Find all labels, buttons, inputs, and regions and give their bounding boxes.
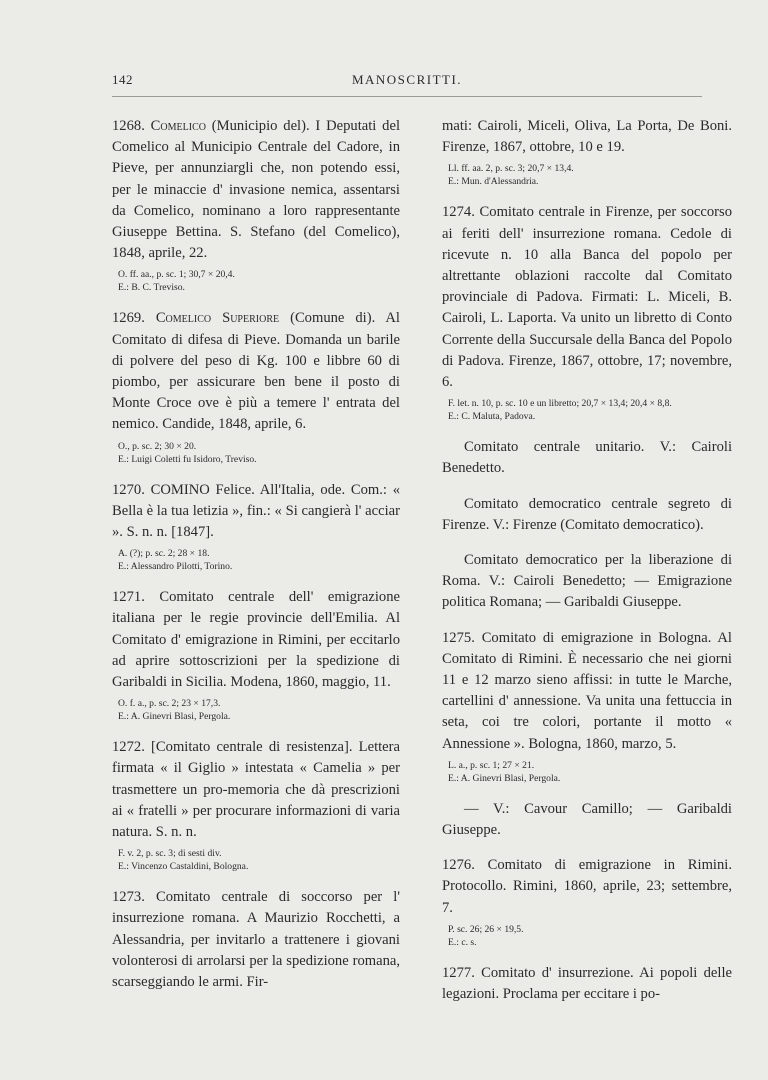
cross-reference: Comitato centrale unitario. V.: Cairoli Benedetto. [442,439,732,477]
catalog-entry-continuation [442,116,732,188]
entry-text: [Comitato centrale di resistenza]. Lettera firmata « il Giglio » intestata « Camelia » per trasmettere un pro-memoria che dà prescrizioni ai « fratelli » per procurare informazioni di varia natura. S. n. n. [112,739,400,841]
entry-name: Comelico Superiore [155,310,280,327]
catalog-entry [442,963,732,1005]
entry-note: L. a., p. sc. 1; 27 × 21. [448,759,535,771]
entry-note: E.: B. C. Treviso. [118,282,185,294]
catalog-entry [112,587,400,723]
entry-text: Comitato di emigrazione in Bologna. Al Comitato di Rimini. È necessario che nei giorni 11 e 12 marzo sieno affissi: in tutte le Marche, cartellini d' annessione. Va unita una fettuccia in seta, coi tre colori, portante il motto « Annessione ». Bologna, 1860, marzo, 5. [442,629,732,752]
entry-text: Comitato di emigrazione in Rimini. Protocollo. Rimini, 1860, aprile, 23; settembre, 7. [442,857,732,916]
catalog-entry [112,737,400,873]
cross-reference: Comitato democratico centrale segreto di Firenze. V.: Firenze (Comitato democratico). [442,495,732,533]
entry-text: Comitato centrale dell' emigrazione italiana per le regie provincie dell'Emilia. Al Comitato d' emigrazione in Rimini, per eccitarlo ad aprire sottoscrizioni per la spedizione di Garibaldi in Sicilia. Modena, 1860, maggio, 11. [112,589,400,691]
entry-number: 1276. [442,857,475,874]
entry-number: 1273. [112,889,145,906]
entry-note: E.: Vincenzo Castaldini, Bologna. [118,861,249,873]
page-header [112,72,702,96]
entry-note: E.: A. Ginevri Blasi, Pergola. [118,711,231,723]
entry-note: F. let. n. 10, p. sc. 10 e un libretto; 20,7 × 13,4; 20,4 × 8,8. [448,398,672,410]
entry-text: mati: Cairoli, Miceli, Oliva, La Porta, De Boni. Firenze, 1867, ottobre, 10 e 19. [442,118,732,156]
entry-text: (Municipio del). I Deputati del Comelico al Municipio Centrale del Cadore, in Pieve, per annunziargli che, non potendo essi, per le minaccie d' invasione nemica, assentarsi da Comelico, nominano a loro rappresentante Giuseppe Bettina. S. Stefano (del Comelico), 1848, aprile, 22. [112,118,400,262]
entry-text: (Comune di). Al Comitato di difesa di Pieve. Domanda un barile di polvere del peso di Kg. 100 e libbre 60 di piombo, per assicurare ben bene il posto di Monte Croce ove è più a temere l' entrata del nemico. Candide, 1848, aprile, 6. [112,310,400,433]
entry-text: COMINO Felice. All'Italia, ode. Com.: « Bella è la tua letizia », fin.: « Si cangierà l' acciar ». S. n. n. [1847]. [112,481,400,541]
entry-text: Comitato d' insurrezione. Ai popoli delle legazioni. Proclama per eccitare i po- [442,964,732,1003]
right-column [442,116,732,1019]
entry-note: E.: Luigi Coletti fu Isidoro, Treviso. [118,453,257,465]
entry-number: 1269. [112,310,145,327]
catalog-entry [442,855,732,949]
cross-reference: Comitato democratico per la liberazione di Roma. V.: Cairoli Benedetto; — Emigrazione politica Romana; — Garibaldi Giuseppe. [442,552,732,611]
entry-number: 1272. [112,739,145,756]
entry-number: 1274. [442,204,475,221]
entry-note: E.: A. Ginevri Blasi, Pergola. [448,772,561,784]
entry-note: E.: Alessandro Pilotti, Torino. [118,561,233,573]
entry-text: Comitato centrale di soccorso per l' insurrezione romana. A Maurizio Rocchetti, a Alessandria, per invitarlo a trattenere i giovani volonterosi di arrolarsi per la spedizione romana, scarseggiando le armi. Fir- [112,889,400,991]
entry-note: O. f. a., p. sc. 2; 23 × 17,3. [118,698,221,710]
catalog-entry [112,116,400,294]
catalog-entry [442,202,732,423]
entry-number: 1277. [442,964,475,981]
cross-reference: — V.: Cavour Camillo; — Garibaldi Giuseppe. [442,800,732,839]
entry-note: E.: Mun. d'Alessandria. [448,176,539,188]
running-head: MANOSCRITTI. [351,72,463,87]
entry-number: 1275. [442,629,475,646]
entry-note: A. (?); p. sc. 2; 28 × 18. [118,548,210,560]
entry-note: P. sc. 26; 26 × 19,5. [448,923,524,935]
catalog-entry [112,887,400,993]
header-rule [112,96,702,97]
entry-note: F. v. 2, p. sc. 3; di sesti div. [118,848,222,860]
left-column [112,116,400,1007]
entry-note: E.: c. s. [448,936,477,948]
page-number: 142 [112,72,133,87]
entry-note: O., p. sc. 2; 30 × 20. [118,440,197,452]
entry-number: 1271. [112,589,145,606]
entry-number: 1270. [112,481,145,498]
entry-name: Comelico [150,118,206,134]
entry-note: E.: C. Maluta, Padova. [448,411,536,423]
catalog-entry [442,628,732,785]
entry-text: Comitato centrale in Firenze, per soccorso ai feriti dell' insurrezione romana. Cedole di ricevute n. 10 alla Banca del popolo per altrettante oblazioni raccolte dal Comitato provinciale di Padova. Firmati: L. Miceli, B. Cairoli, L. Laporta. Va unito un libretto di Conto Corrente della Succursale della Banca del Popolo di Padova. Firenze, 1867, ottobre, 17; novembre, 6. [442,204,732,391]
entry-note: Ll. ff. aa. 2, p. sc. 3; 20,7 × 13,4. [448,163,574,175]
entry-number: 1268. [112,118,145,134]
catalog-entry [112,308,400,465]
entry-note: O. ff. aa., p. sc. 1; 30,7 × 20,4. [118,269,235,281]
catalog-entry [112,480,400,574]
